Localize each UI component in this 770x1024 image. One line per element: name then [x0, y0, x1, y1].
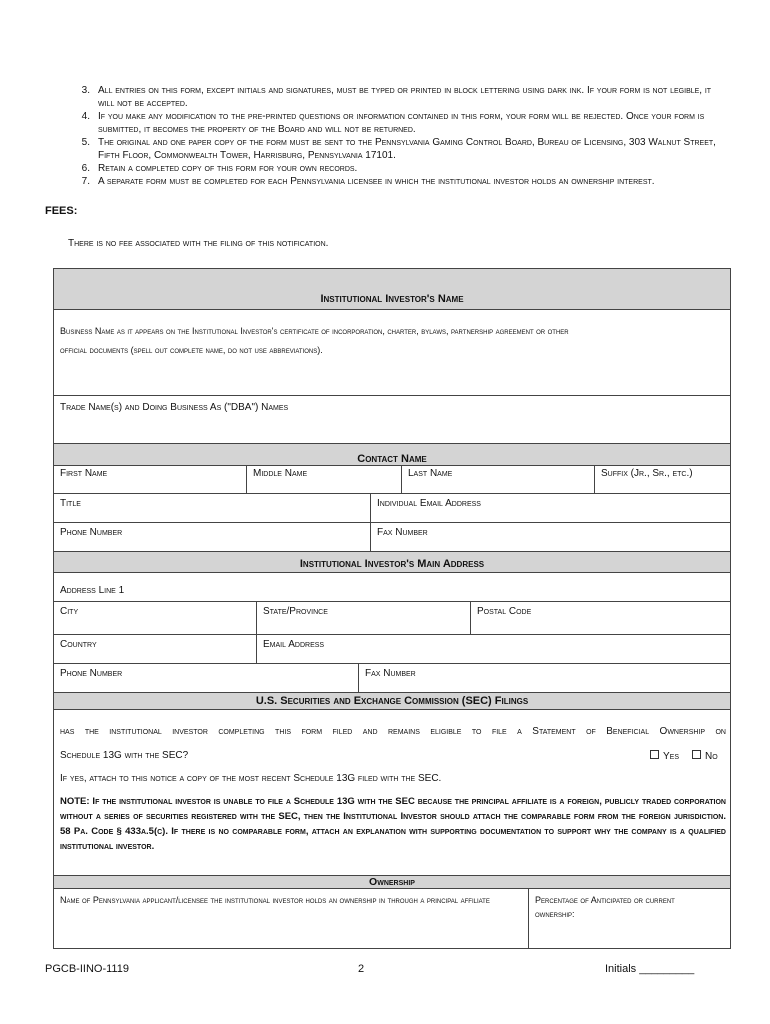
instruction-item — [60, 110, 730, 136]
middle-name-field[interactable] — [246, 465, 401, 493]
instruction-text: All entries on this form, except initials and signatures, must be typed or printed in block lettering using dark ink. If your form is not legible, it will not be accepted. — [98, 85, 712, 109]
section-header-investor-name — [54, 269, 730, 309]
trade-name-field[interactable] — [54, 395, 730, 443]
title-field[interactable] — [54, 493, 370, 522]
form-id: PGCB-IINO-1119 — [45, 963, 129, 975]
no-label: No — [705, 751, 718, 762]
section-title: Contact Name — [357, 453, 427, 465]
state-province-field[interactable] — [256, 601, 470, 634]
applicant-name-field[interactable] — [54, 888, 528, 948]
address-phone-label: Phone Number — [60, 668, 123, 679]
sec-question-line1: has the institutional investor completing this form filed and remains eligible to file a Statement of Beneficial Ownership on — [60, 726, 726, 737]
address-line1-label: Address Line 1 — [60, 585, 125, 596]
state-province-label: State/Province — [263, 606, 328, 617]
section-header-contact — [54, 443, 730, 465]
address-email-label: Email Address — [263, 639, 325, 650]
sec-filings-section — [54, 709, 730, 875]
sec-yes-option[interactable] — [650, 750, 679, 762]
postal-code-field[interactable] — [470, 601, 730, 634]
fees-text: There is no fee associated with the filing of this notification. — [68, 238, 329, 249]
contact-fax-field[interactable] — [370, 522, 730, 551]
section-header-sec — [54, 692, 730, 709]
address-fax-label: Fax Number — [365, 668, 416, 679]
fees-heading: FEES: — [45, 205, 78, 217]
sec-question-line2: Schedule 13G with the SEC? — [60, 750, 189, 761]
address-phone-field[interactable] — [54, 663, 358, 692]
business-name-field[interactable] — [54, 309, 730, 395]
business-name-label-line1: Business Name as it appears on the Institutional Investor's certificate of incorporation, charter, bylaws, partnership agreement or other — [60, 326, 569, 336]
first-name-field[interactable] — [54, 465, 246, 493]
instruction-item — [60, 162, 730, 175]
country-label: Country — [60, 639, 97, 650]
suffix-field[interactable] — [594, 465, 730, 493]
individual-email-label: Individual Email Address — [377, 498, 481, 509]
trade-name-label: Trade Name(s) and Doing Business As ("DBA") Names — [60, 402, 289, 413]
applicant-name-label: Name of Pennsylvania applicant/licensee the institutional investor holds an ownership in through a principal affiliate — [60, 895, 490, 905]
postal-code-label: Postal Code — [477, 606, 532, 617]
address-email-field[interactable] — [256, 634, 730, 663]
country-field[interactable] — [54, 634, 256, 663]
sec-no-option[interactable] — [692, 750, 718, 762]
section-header-ownership — [54, 875, 730, 888]
no-checkbox[interactable] — [692, 750, 701, 759]
instruction-text: A separate form must be completed for each Pennsylvania licensee in which the institutional investor holds an ownership interest. — [98, 176, 655, 187]
first-name-label: First Name — [60, 468, 108, 479]
last-name-label: Last Name — [408, 468, 453, 479]
yes-label: Yes — [663, 751, 680, 762]
instruction-item — [60, 136, 730, 162]
page-number: 2 — [358, 963, 365, 975]
instruction-number: 3. — [81, 85, 90, 96]
contact-phone-field[interactable] — [54, 522, 370, 551]
instruction-number: 6. — [81, 163, 90, 174]
instruction-item — [60, 84, 730, 110]
section-title: Ownership — [369, 876, 415, 888]
section-title: Institutional Investor's Name — [320, 293, 464, 305]
sec-attach-instruction: If yes, attach to this notice a copy of the most recent Schedule 13G filed with the SEC. — [60, 773, 442, 784]
city-label: City — [60, 606, 79, 617]
sec-note: NOTE: If the institutional investor is unable to file a Schedule 13G with the SEC because the principal affiliate is a foreign, publicly traded corporation without a series of securities registered with the SEC, then the Institutional Investor should attach the comparable form from the foreign jurisdiction. 58 Pa. Code § 433a.5(c). If there is no comparable form, attach an explanation with supporting documentation to support why the company is a qualified institutional investor. — [60, 796, 726, 852]
address-fax-field[interactable] — [358, 663, 730, 692]
instruction-text: The original and one paper copy of the form must be sent to the Pennsylvania Gaming Control Board, Bureau of Licensing, 303 Walnut Street, Fifth Floor, Commonwealth Tower, Harrisburg, Pennsylvania 17101. — [98, 137, 716, 161]
initials-field[interactable]: Initials _________ — [605, 963, 695, 975]
instruction-number: 7. — [81, 176, 90, 187]
suffix-label: Suffix (Jr., Sr., etc.) — [601, 468, 693, 479]
instruction-item — [60, 175, 730, 188]
yes-checkbox[interactable] — [650, 750, 659, 759]
city-field[interactable] — [54, 601, 256, 634]
contact-phone-label: Phone Number — [60, 527, 123, 538]
last-name-field[interactable] — [401, 465, 594, 493]
instruction-text: Retain a completed copy of this form for your own records. — [98, 163, 358, 174]
ownership-percentage-label: Percentage of Anticipated or current ownership: — [535, 895, 675, 919]
instructions-list — [60, 84, 730, 188]
business-name-label-line2: official documents (spell out complete name, do not use abbreviations). — [60, 345, 323, 355]
middle-name-label: Middle Name — [253, 468, 308, 479]
instruction-text: If you make any modification to the pre-printed questions or information contained in this form, your form will be rejected. Once your form is submitted, it becomes the property of the Board and will not be returned. — [98, 111, 705, 135]
ownership-percentage-field[interactable] — [528, 888, 730, 948]
title-label: Title — [60, 498, 81, 509]
individual-email-field[interactable] — [370, 493, 730, 522]
instruction-number: 5. — [81, 137, 90, 148]
instruction-number: 4. — [81, 111, 90, 122]
notification-form — [53, 268, 731, 949]
contact-fax-label: Fax Number — [377, 527, 428, 538]
address-line1-field[interactable] — [54, 572, 730, 601]
section-title: Institutional Investor's Main Address — [299, 558, 485, 570]
section-header-address — [54, 551, 730, 572]
section-title: U.S. Securities and Exchange Commission (SEC) Filings — [255, 695, 529, 707]
